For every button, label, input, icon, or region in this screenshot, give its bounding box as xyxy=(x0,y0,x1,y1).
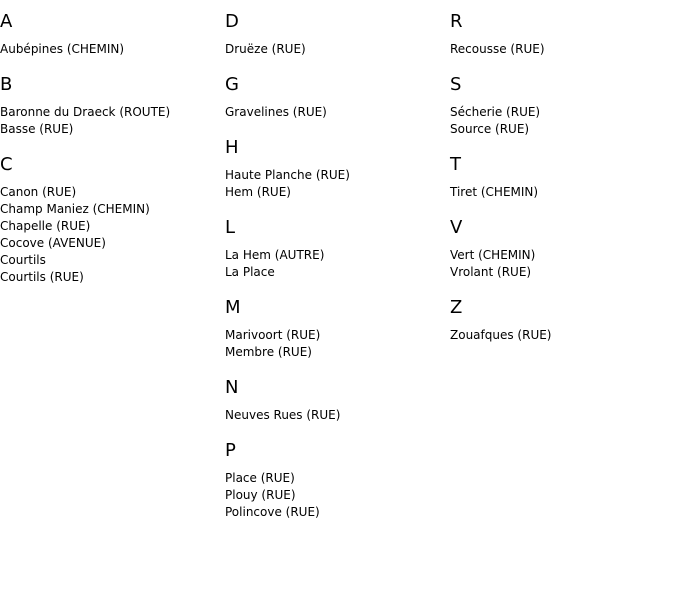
street-link[interactable]: Zouafques (RUE) xyxy=(450,328,552,342)
street-index-column-2 xyxy=(225,0,450,521)
letter-group xyxy=(225,440,450,521)
letter-heading: P xyxy=(225,440,236,461)
street-link[interactable]: Haute Planche (RUE) xyxy=(225,168,350,182)
street-link[interactable]: Sécherie (RUE) xyxy=(450,105,541,119)
street-link[interactable]: Hem (RUE) xyxy=(225,185,291,199)
street-list xyxy=(0,41,225,58)
street-list xyxy=(0,184,225,286)
letter-heading: L xyxy=(225,217,236,238)
street-list xyxy=(225,327,450,361)
letter-heading: H xyxy=(225,137,239,158)
street-link[interactable]: Basse (RUE) xyxy=(0,122,74,136)
letter-heading: A xyxy=(0,11,13,32)
street-list xyxy=(450,247,675,281)
letter-heading: R xyxy=(450,11,463,32)
street-list xyxy=(225,407,450,424)
letter-heading: S xyxy=(450,74,462,95)
street-index-column-3 xyxy=(450,0,675,344)
street-link[interactable]: Place (RUE) xyxy=(225,471,295,485)
street-link[interactable]: Courtils (RUE) xyxy=(0,270,84,284)
street-link[interactable]: Druëze (RUE) xyxy=(225,42,306,56)
letter-group xyxy=(450,217,675,281)
letter-group xyxy=(0,11,225,58)
street-link[interactable]: Polincove (RUE) xyxy=(225,505,320,519)
street-link[interactable]: Vert (CHEMIN) xyxy=(450,248,536,262)
street-link[interactable]: Membre (RUE) xyxy=(225,345,312,359)
letter-heading: V xyxy=(450,217,463,238)
street-list xyxy=(0,104,225,138)
letter-heading: G xyxy=(225,74,239,95)
street-list xyxy=(450,327,675,344)
street-index-column-1 xyxy=(0,0,225,286)
street-link[interactable]: Neuves Rues (RUE) xyxy=(225,408,341,422)
street-link[interactable]: Cocove (AVENUE) xyxy=(0,236,106,250)
letter-group xyxy=(225,137,450,201)
letter-group xyxy=(450,154,675,201)
street-link[interactable]: Plouy (RUE) xyxy=(225,488,296,502)
letter-group xyxy=(450,74,675,138)
letter-group xyxy=(225,74,450,121)
letter-group xyxy=(450,11,675,58)
letter-group xyxy=(225,377,450,424)
street-link[interactable]: Gravelines (RUE) xyxy=(225,105,327,119)
street-list xyxy=(225,470,450,521)
street-list xyxy=(450,41,675,58)
street-link[interactable]: Chapelle (RUE) xyxy=(0,219,91,233)
letter-heading: N xyxy=(225,377,239,398)
street-link[interactable]: Tiret (CHEMIN) xyxy=(450,185,539,199)
street-list xyxy=(450,104,675,138)
street-link[interactable]: Recousse (RUE) xyxy=(450,42,545,56)
letter-heading: Z xyxy=(450,297,463,318)
street-link[interactable]: Baronne du Draeck (ROUTE) xyxy=(0,105,171,119)
street-link[interactable]: Marivoort (RUE) xyxy=(225,328,321,342)
letter-group xyxy=(225,217,450,281)
street-link[interactable]: Canon (RUE) xyxy=(0,185,77,199)
street-link[interactable]: Source (RUE) xyxy=(450,122,530,136)
letter-heading: T xyxy=(450,154,461,175)
street-link[interactable]: Champ Maniez (CHEMIN) xyxy=(0,202,150,216)
street-list xyxy=(225,104,450,121)
letter-group xyxy=(225,297,450,361)
street-list xyxy=(225,41,450,58)
street-list xyxy=(450,184,675,201)
letter-group xyxy=(225,11,450,58)
letter-heading: D xyxy=(225,11,239,32)
letter-heading: B xyxy=(0,74,13,95)
letter-group xyxy=(0,154,225,286)
street-list xyxy=(225,167,450,201)
street-list xyxy=(225,247,450,281)
street-link[interactable]: Aubépines (CHEMIN) xyxy=(0,42,125,56)
letter-group xyxy=(450,297,675,344)
letter-heading: M xyxy=(225,297,241,318)
letter-heading: C xyxy=(0,154,13,175)
street-link[interactable]: Vrolant (RUE) xyxy=(450,265,532,279)
street-link[interactable]: La Place xyxy=(225,265,275,279)
street-link[interactable]: Courtils xyxy=(0,253,46,267)
street-link[interactable]: La Hem (AUTRE) xyxy=(225,248,325,262)
letter-group xyxy=(0,74,225,138)
